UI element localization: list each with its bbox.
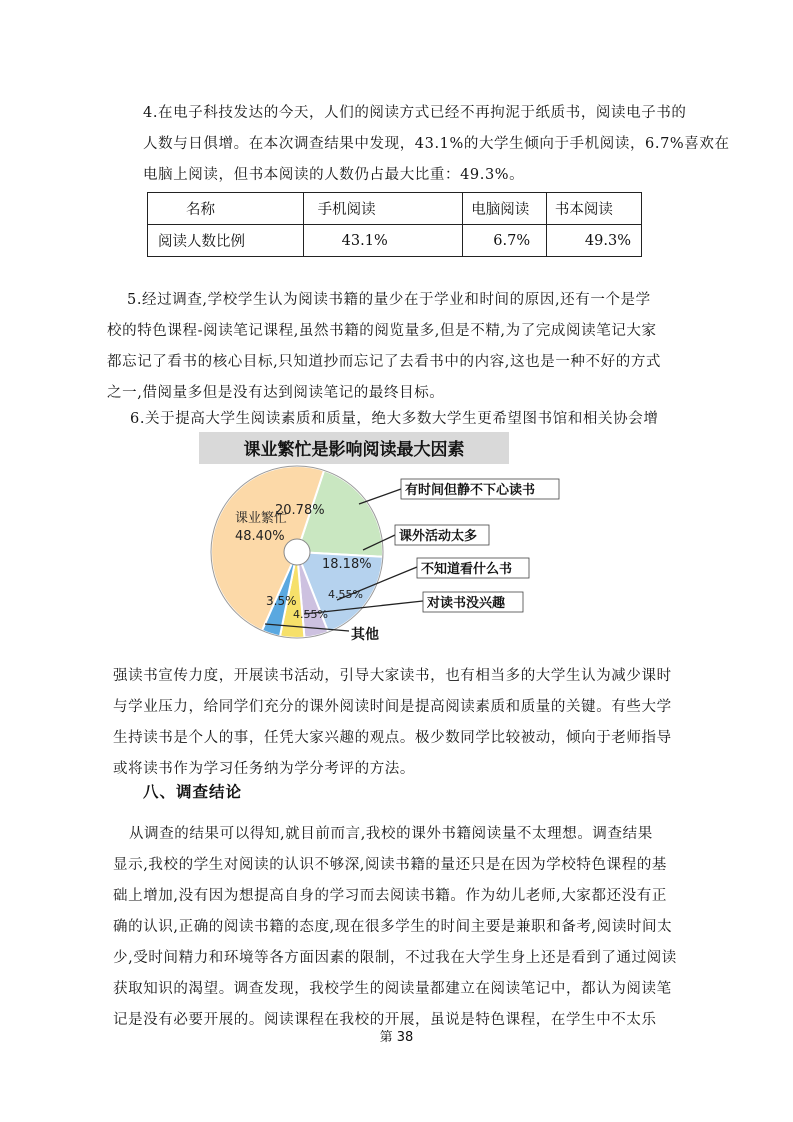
paragraph-5 [107, 285, 662, 409]
slice-value-activities: 18.18% [322, 557, 372, 572]
text-line: 记是没有必要开展的。阅读课程在我校的开展，虽说是特色课程，在学生中不太乐 [113, 1012, 657, 1028]
callout-unknown: 不知道看什么书 [421, 562, 513, 577]
text-line: 5.经过调查,学校学生认为阅读书籍的量少在于学业和时间的原因,还有一个是学 [127, 292, 651, 308]
reading-method-table [147, 192, 642, 257]
table-header-cell: 电脑阅读 [463, 193, 547, 225]
table-header-cell: 名称 [148, 193, 304, 225]
pie-chart-svg [199, 432, 591, 654]
text-line: 从调查的结果可以得知,就目前而言,我校的课外书籍阅读量不太理想。调查结果 [129, 826, 653, 842]
slice-value-other: 3.5% [266, 594, 297, 608]
pie-center-hole [284, 539, 310, 565]
text-line: 之一,借阅量多但是没有达到阅读笔记的最终目标。 [107, 385, 445, 401]
slice-value-nointerest: 4.55% [293, 608, 328, 621]
leader-line [359, 489, 401, 504]
table-cell: 6.7% [463, 225, 547, 257]
table-row-label: 阅读人数比例 [148, 225, 304, 257]
paragraph-6-intro [130, 404, 658, 435]
callout-activities: 课外活动太多 [399, 529, 478, 544]
slice-value-restless: 20.78% [275, 503, 325, 518]
table-cell: 43.1% [303, 225, 463, 257]
text-line: 电脑上阅读，但书本阅读的人数仍占最大比重：49.3%。 [143, 167, 525, 183]
text-line: 校的特色课程-阅读笔记课程,虽然书籍的阅览量多,但是不精,为了完成阅读笔记大家 [107, 323, 657, 339]
text-line: 或将读书作为学习任务纳为学分考评的方法。 [113, 761, 415, 777]
section-heading: 八、调查结论 [143, 783, 243, 801]
text-line: 础上增加,没有因为想提高自身的学习而去阅读书籍。作为幼儿老师,大家都还没有正 [113, 888, 668, 904]
text-line: 少,受时间精力和环境等各方面因素的限制，不过我在大学生身上还是看到了通过阅读 [113, 950, 677, 966]
slice-label-busy: 课业繁忙 [235, 511, 288, 526]
slice-value-unknown: 4.55% [328, 588, 363, 601]
slice-value-busy: 48.40% [235, 529, 285, 544]
text-line: 与学业压力，给同学们充分的课外阅读时间是提高阅读素质和质量的关键。有些大学 [113, 699, 672, 715]
text-line: 强读书宣传力度，开展读书活动，引导大家读书，也有相当多的大学生认为减少课时 [113, 668, 672, 684]
table-header-cell: 书本阅读 [546, 193, 641, 225]
callout-other: 其他 [351, 627, 379, 643]
pie-chart [199, 432, 591, 654]
text-line: 4.在电子科技发达的今天，人们的阅读方式已经不再拘泥于纸质书，阅读电子书的 [143, 105, 687, 121]
text-line: 确的认识,正确的阅读书籍的态度,现在很多学生的时间主要是兼职和备考,阅读时间太 [113, 919, 673, 935]
page-number: 第 38 [379, 1030, 414, 1045]
text-line: 都忘记了看书的核心目标,只知道抄而忘记了去看书中的内容,这也是一种不好的方式 [107, 354, 662, 370]
text-line: 获取知识的渴望。调查发现，我校学生的阅读量都建立在阅读笔记中，都认为阅读笔 [113, 981, 672, 997]
paragraph-6-body [113, 661, 672, 785]
paragraph-4 [143, 98, 730, 191]
table-header-row [148, 193, 642, 225]
callout-restless: 有时间但静不下心读书 [405, 483, 536, 498]
callout-nointerest: 对读书没兴趣 [427, 596, 506, 611]
text-line: 6.关于提高大学生阅读素质和质量，绝大多数大学生更希望图书馆和相关协会增 [130, 411, 659, 427]
table-row [148, 225, 642, 257]
text-line: 人数与日俱增。在本次调查结果中发现，43.1%的大学生倾向于手机阅读，6.7%喜欢在 [143, 136, 730, 152]
table-cell: 49.3% [546, 225, 641, 257]
paragraph-conclusion [113, 819, 677, 1036]
chart-title: 课业繁忙是影响阅读最大因素 [243, 440, 465, 460]
text-line: 生持读书是个人的事，任凭大家兴趣的观点。极少数同学比较被动，倾向于老师指导 [113, 730, 672, 746]
table-header-cell: 手机阅读 [303, 193, 463, 225]
text-line: 显示,我校的学生对阅读的认识不够深,阅读书籍的量还只是在因为学校特色课程的基 [113, 857, 668, 873]
